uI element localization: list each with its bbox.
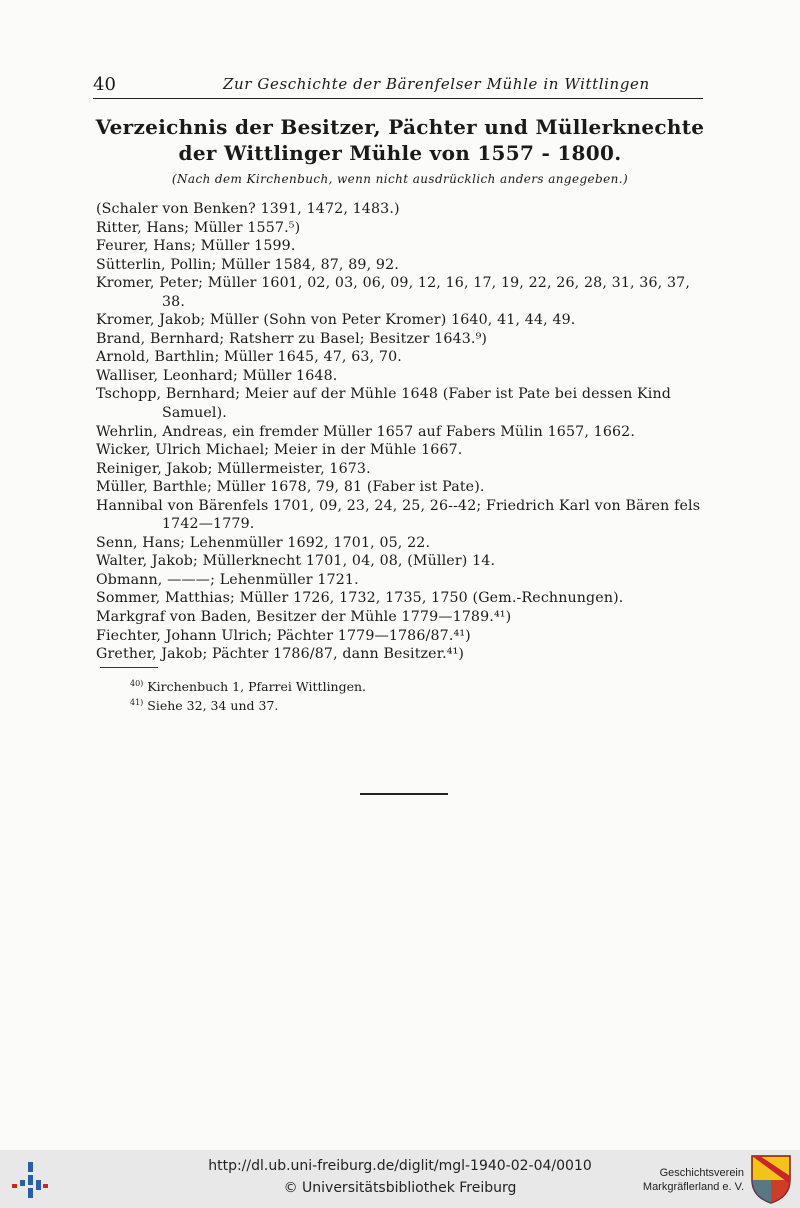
footnote-divider xyxy=(100,667,158,668)
copyright-text: © Universitätsbibliothek Freiburg xyxy=(283,1180,517,1196)
page-number: 40 xyxy=(93,74,116,95)
society-name xyxy=(643,1166,744,1194)
footnote xyxy=(130,676,630,695)
coat-of-arms-icon[interactable] xyxy=(750,1154,792,1204)
list-item: Obmann, ———; Lehenmüller 1721. xyxy=(96,571,359,588)
list-item: Reiniger, Jakob; Müllermeister, 1673. xyxy=(96,460,371,477)
list-item: (Schaler von Benken? 1391, 1472, 1483.) xyxy=(96,201,400,217)
list-item: Markgraf von Baden, Besitzer der Mühle 1779—1789.⁴¹) xyxy=(96,609,512,626)
list-item: Brand, Bernhard; Ratsherr zu Basel; Besitzer 1643.⁹) xyxy=(96,330,488,347)
list-item: Tschopp, Bernhard; Meier auf der Mühle 1648 (Faber ist Pate bei dessen Kind Samuel). xyxy=(96,386,672,422)
list-item: Fiechter, Johann Ulrich; Pächter 1779—1786/87.⁴¹) xyxy=(96,627,471,644)
footnote-text: Kirchenbuch 1, Pfarrei Wittlingen. xyxy=(147,679,367,695)
list-item: Kromer, Peter; Müller 1601, 02, 03, 06, 09, 12, 16, 17, 19, 22, 26, 28, 31, 36, 37, 38. xyxy=(96,275,690,310)
list-item: Senn, Hans; Lehenmüller 1692, 1701, 05, 22. xyxy=(96,534,431,551)
running-header xyxy=(93,72,703,99)
list-item: Arnold, Barthlin; Müller 1645, 47, 63, 70. xyxy=(96,349,402,366)
page-title-line-1: Verzeichnis der Besitzer, Pächter und Müllerknechte xyxy=(95,115,705,139)
list-item: Hannibal von Bärenfels 1701, 09, 23, 24, 25, 26--42; Friedrich Karl von Bären fels 1742—1779. xyxy=(96,497,701,533)
list-item: Sütterlin, Pollin; Müller 1584, 87, 89, 92. xyxy=(96,256,399,273)
footnote-mark: 40) xyxy=(130,679,144,688)
list-item: Sommer, Matthias; Müller 1726, 1732, 1735, 1750 (Gem.-Rechnungen). xyxy=(96,590,624,607)
running-title: Zur Geschichte der Bärenfelser Mühle in Wittlingen xyxy=(223,75,650,93)
list-item: Wicker, Ulrich Michael; Meier in der Mühle 1667. xyxy=(96,442,463,459)
viewer-footer xyxy=(0,1150,800,1208)
footnote-text: Siehe 32, 34 und 37. xyxy=(147,698,279,714)
page-title-line-2: der Wittlinger Mühle von 1557 - 1800. xyxy=(178,141,622,165)
list-item: Grether, Jakob; Pächter 1786/87, dann Besitzer.⁴¹) xyxy=(96,646,465,663)
list-item: Ritter, Hans; Müller 1557.⁵) xyxy=(96,219,301,236)
list-item: Kromer, Jakob; Müller (Sohn von Peter Kromer) 1640, 41, 44, 49. xyxy=(96,312,576,329)
list-item: Feurer, Hans; Müller 1599. xyxy=(96,238,296,255)
page-subtitle: (Nach dem Kirchenbuch, wenn nicht ausdrücklich anders angegeben.) xyxy=(171,172,629,186)
footnotes xyxy=(130,676,630,714)
document-url-link[interactable]: http://dl.ub.uni-freiburg.de/diglit/mgl-1940-02-04/0010 xyxy=(208,1158,592,1174)
society-name-line-1: Geschichtsverein xyxy=(659,1167,744,1179)
footnote-mark: 41) xyxy=(130,698,144,708)
list-item: Walliser, Leonhard; Müller 1648. xyxy=(96,367,338,384)
footnote xyxy=(130,695,630,714)
end-divider xyxy=(360,793,448,795)
list-item: Müller, Barthle; Müller 1678, 79, 81 (Faber ist Pate). xyxy=(96,479,485,496)
list-item: Walter, Jakob; Müllerknecht 1701, 04, 08, (Müller) 14. xyxy=(96,553,496,570)
list-item: Wehrlin, Andreas, ein fremder Müller 1657 auf Fabers Mülin 1657, 1662. xyxy=(96,423,636,440)
society-name-line-2: Markgräflerland e. V. xyxy=(642,1181,744,1193)
owner-list xyxy=(96,200,706,664)
